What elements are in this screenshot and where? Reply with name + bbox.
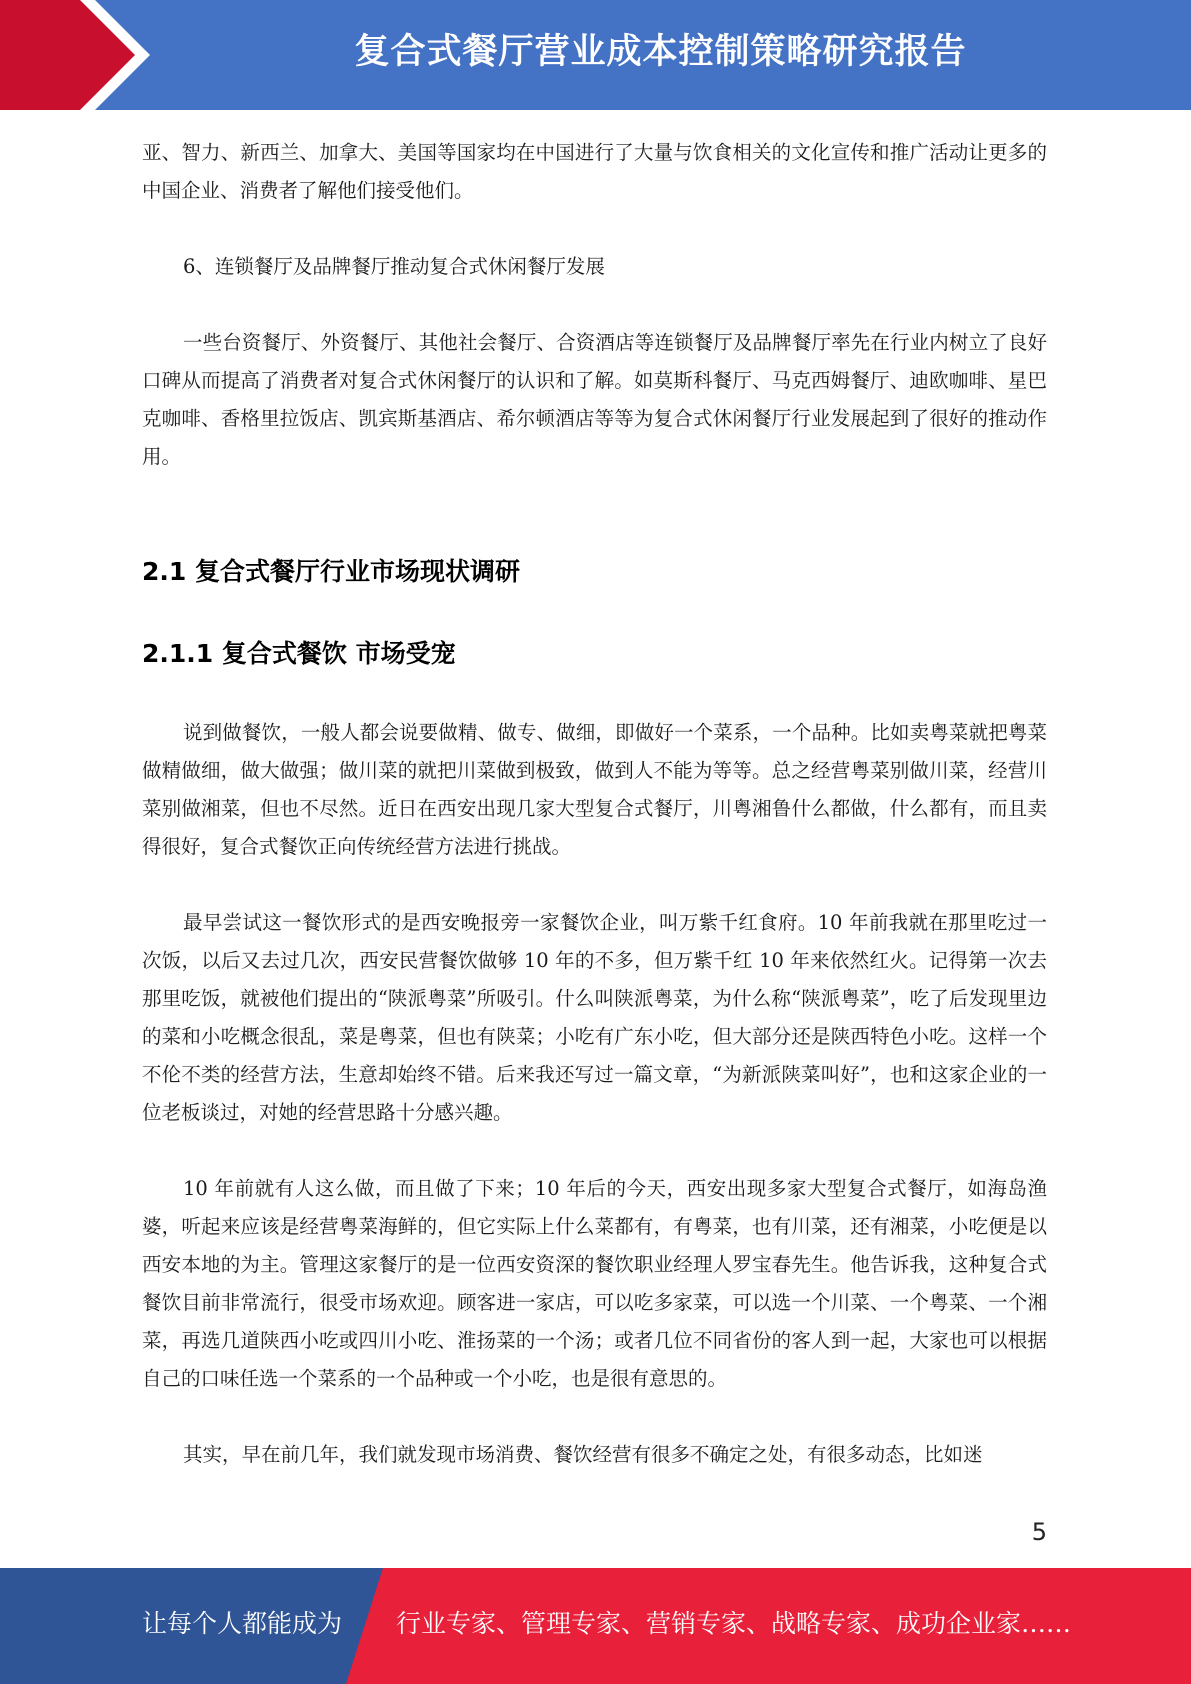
paragraph-chain-restaurants: 一些台资餐厅、外资餐厅、其他社会餐厅、合资酒店等连锁餐厅及品牌餐厅率先在行业内树立了良好口碑从而提高了消费者对复合式休闲餐厅的认识和了解。如莫斯科餐厅、马克西姆餐厅、迪欧咖啡、星巴克咖啡、香格里拉饭店、凯宾斯基酒店、希尔顿酒店等等为复合式休闲餐厅行业发展起到了很好的推动作用。 bbox=[142, 331, 1047, 468]
footer-slogan-right: 行业专家、管理专家、营销专家、战略专家、成功企业家…… bbox=[396, 1609, 1072, 1638]
section-heading-2-1: 2.1 复合式餐厅行业市场现状调研 bbox=[142, 557, 520, 586]
paragraph-haidao-yupo: 10 年前就有人这么做，而且做了下来；10 年后的今天，西安出现多家大型复合式餐厅，如海岛渔婆，听起来应该是经营粤菜海鲜的，但它实际上什么菜都有，有粤菜，也有川菜，还有湘菜，小吃便是以西安本地的为主。管理这家餐厅的是一位西安资深的餐饮职业经理人罗宝春先生。他告诉我，这种复合式餐饮目前非常流行，很受市场欢迎。顾客进一家店，可以吃多家菜，可以选一个川菜、一个粤菜、一个湘菜，再选几道陕西小吃或四川小吃、淮扬菜的一个汤；或者几位不同省份的客人到一起，大家也可以根据自己的口味任选一个菜系的一个品种或一个小吃，也是很有意思的。 bbox=[142, 1177, 1047, 1390]
page-footer bbox=[0, 1568, 1191, 1684]
page-number: 5 bbox=[1031, 1518, 1047, 1546]
footer-slogan-left: 让每个人都能成为 bbox=[142, 1609, 343, 1638]
paragraph-wanzi-qianhong: 最早尝试这一餐饮形式的是西安晚报旁一家餐饮企业，叫万紫千红食府。10 年前我就在那里吃过一次饭，以后又去过几次，西安民营餐饮做够 10 年的不多，但万紫千红 10 年来依然红火。记得第一次去那里吃饭，就被他们提出的“陕派粤菜”所吸引。什么叫陕派粤菜，为什么称“陕派粤菜”，吃了后发现里边的菜和小吃概念很乱，菜是粤菜，但也有陕菜；小吃有广东小吃，但大部分还是陕西特色小吃。这样一个不伦不类的经营方法，生意却始终不错。后来我还写过一篇文章，“为新派陕菜叫好”，也和这家企业的一位老板谈过，对她的经营思路十分感兴趣。 bbox=[142, 911, 1047, 1124]
list-item-heading: 6、连锁餐厅及品牌餐厅推动复合式休闲餐厅发展 bbox=[183, 255, 605, 278]
main-content bbox=[142, 134, 1047, 1474]
page-header bbox=[0, 0, 1191, 110]
paragraph-continuation: 亚、智力、新西兰、加拿大、美国等国家均在中国进行了大量与饮食相关的文化宣传和推广活动让更多的中国企业、消费者了解他们接受他们。 bbox=[142, 141, 1047, 202]
paragraph-intro: 说到做餐饮，一般人都会说要做精、做专、做细，即做好一个菜系，一个品种。比如卖粤菜就把粤菜做精做细，做大做强；做川菜的就把川菜做到极致，做到人不能为等等。总之经营粤菜别做川菜，经营川菜别做湘菜，但也不尽然。近日在西安出现几家大型复合式餐厅，川粤湘鲁什么都做，什么都有，而且卖得很好，复合式餐饮正向传统经营方法进行挑战。 bbox=[142, 721, 1047, 858]
document-title: 复合式餐厅营业成本控制策略研究报告 bbox=[354, 32, 967, 72]
paragraph-trailing: 其实，早在前几年，我们就发现市场消费、餐饮经营有很多不确定之处，有很多动态，比如迷 bbox=[183, 1443, 983, 1466]
section-heading-2-1-1: 2.1.1 复合式餐饮 市场受宠 bbox=[142, 639, 456, 668]
